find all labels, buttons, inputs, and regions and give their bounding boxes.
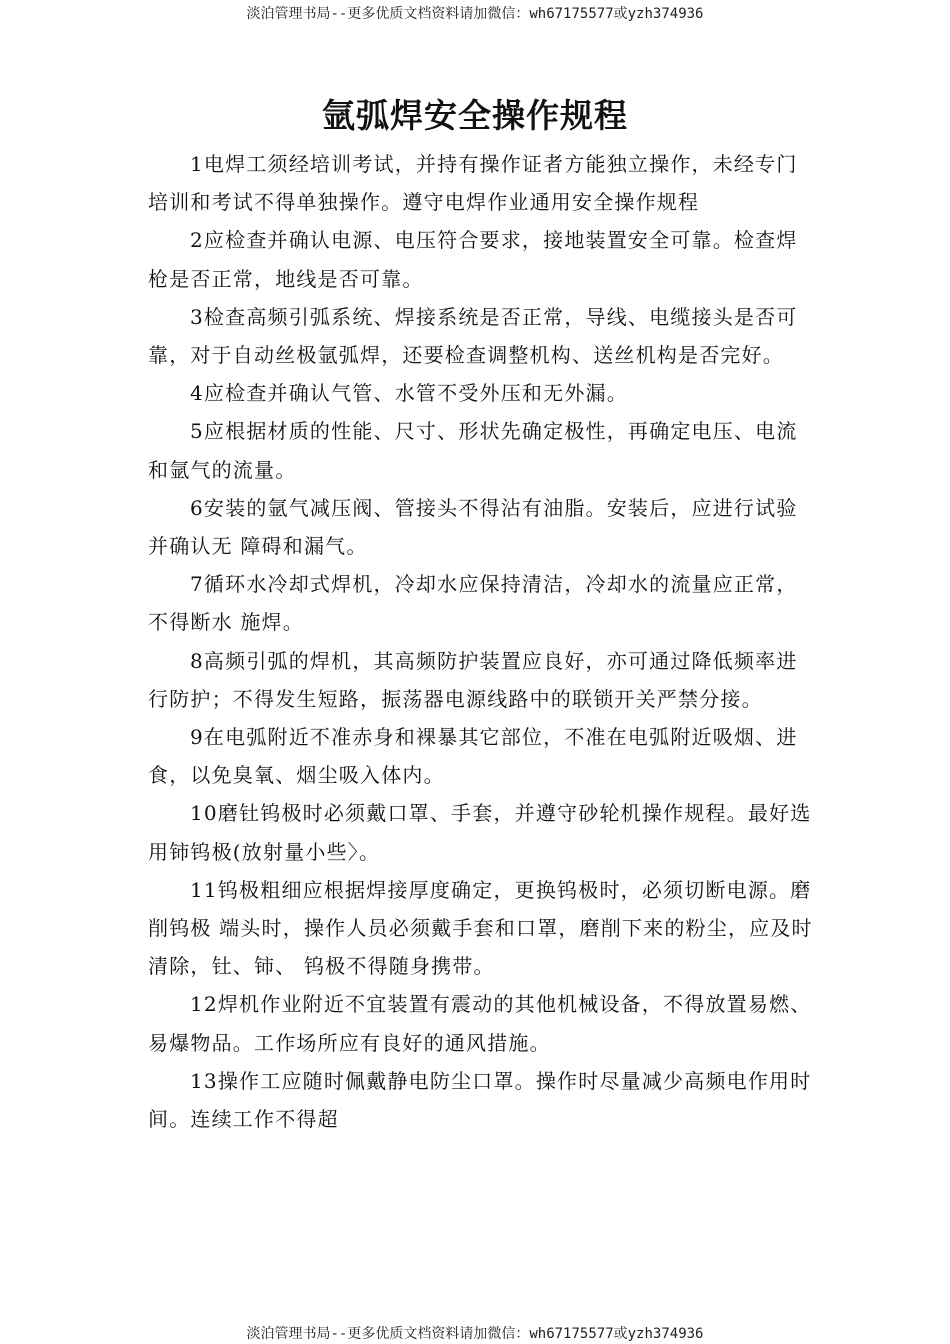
document-title: 氩弧焊安全操作规程 — [322, 96, 628, 135]
paragraph-10: 10磨钍钨极时必须戴口罩、手套，并遵守砂轮机操作规程。最好选用铈钨极(放射量小些〉。 — [148, 801, 812, 864]
paragraph-3: 3检查高频引弧系统、焊接系统是否正常，导线、电缆接头是否可靠，对于自动丝极氩弧焊，还要检查调整机构、送丝机构是否完好。 — [148, 304, 798, 368]
paragraph-6: 6安装的氩气减压阀、管接头不得沾有油脂。安装后，应进行试验并确认无 障碍和漏气。 — [148, 495, 798, 559]
paragraph-7: 7循环水冷却式焊机，冷却水应保持清洁，冷却水的流量应正常，不得断水 施焊。 — [148, 572, 798, 635]
page-footer: 淡泊管理书局--更多优质文档资料请加微信：wh67175577或yzh374936 — [246, 1326, 704, 1342]
paragraph-8: 8高频引弧的焊机，其高频防护装置应良好，亦可通过降低频率进行防护；不得发生短路，振荡器电源线路中的联锁开关严禁分接。 — [148, 648, 798, 711]
paragraph-5: 5应根据材质的性能、尺寸、形状先确定极性，再确定电压、电流和氩气的流量。 — [148, 419, 798, 482]
paragraph-11: 11钨极粗细应根据焊接厚度确定，更换钨极时，必须切断电源。磨削钨极 端头时，操作人员必须戴手套和口罩，磨削下来的粉尘，应及时清除，钍、铈、 钨极不得随身携带。 — [148, 877, 813, 979]
page-header: 淡泊管理书局--更多优质文档资料请加微信：wh67175577或yzh374936 — [246, 6, 704, 22]
paragraph-2: 2应检查并确认电源、电压符合要求，接地装置安全可靠。检查焊枪是否正常，地线是否可靠。 — [148, 228, 798, 291]
paragraph-13: 13操作工应随时佩戴静电防尘口罩。操作时尽量减少高频电作用时间。连续工作不得超 — [148, 1068, 812, 1132]
paragraph-12: 12焊机作业附近不宜装置有震动的其他机械设备，不得放置易燃、易爆物品。工作场所应有良好的通风措施。 — [148, 992, 812, 1055]
paragraph-1: 1电焊工须经培训考试，并持有操作证者方能独立操作，未经专门培训和考试不得单独操作。遵守电焊作业通用安全操作规程 — [148, 152, 798, 215]
paragraph-4: 4应检查并确认气管、水管不受外压和无外漏。 — [190, 381, 628, 406]
paragraph-9: 9在电弧附近不准赤身和裸暴其它部位，不准在电弧附近吸烟、进食，以免臭氧、烟尘吸入体内。 — [148, 725, 798, 788]
document-body — [148, 145, 818, 1138]
